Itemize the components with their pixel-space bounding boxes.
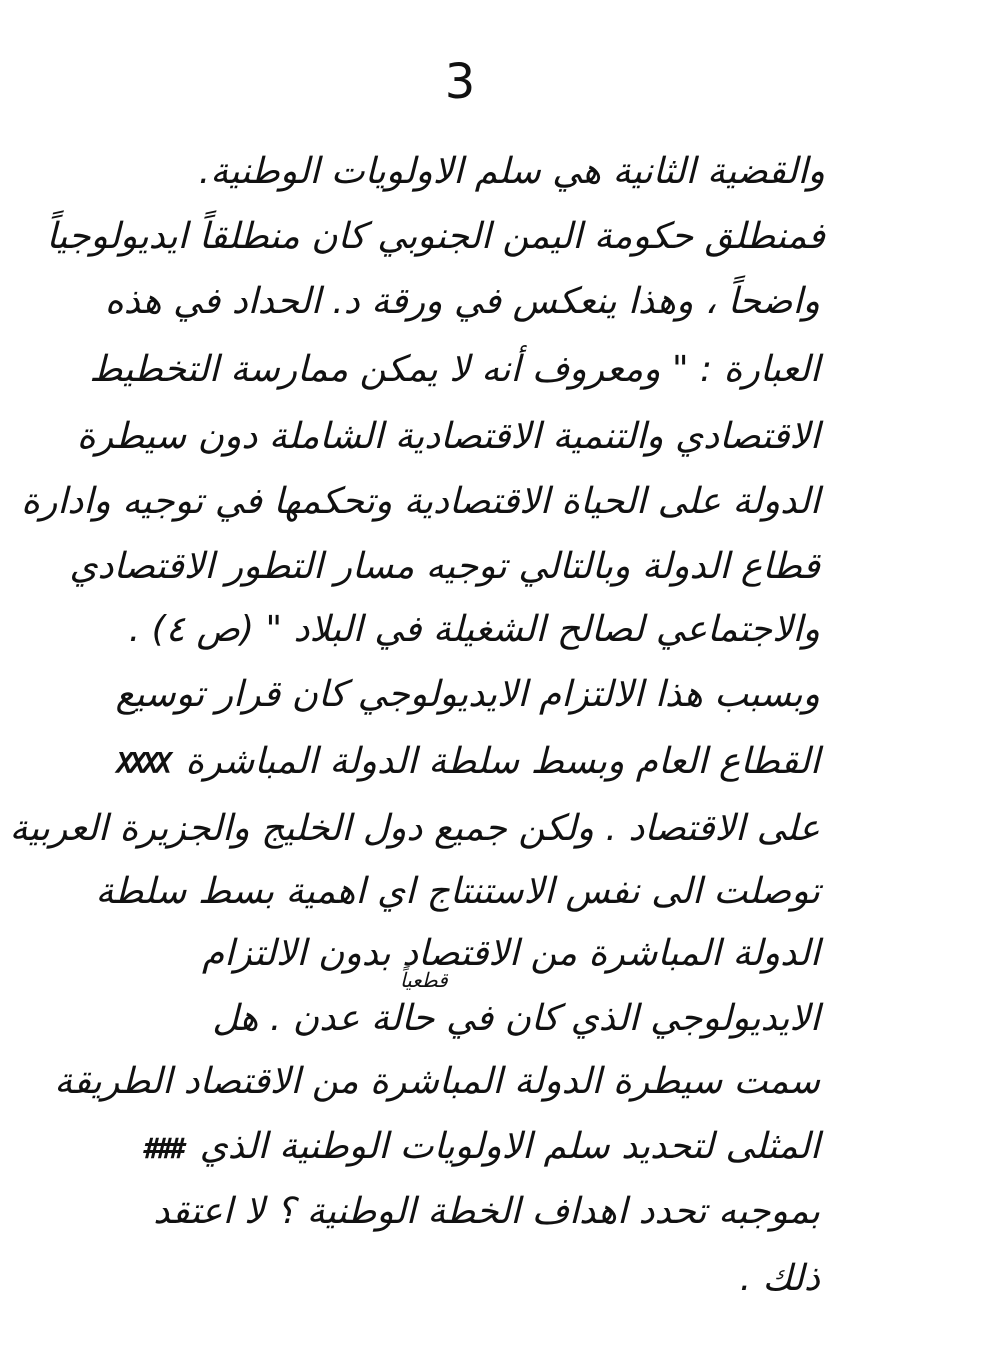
page-number: 3: [444, 54, 476, 110]
text-line-12: توصلت الى نفس الاستنتاج اي اهمية بسط سلطة: [95, 871, 820, 912]
text-line-11: على الاقتصاد . ولكن جميع دول الخليج والجزيرة العربية: [9, 808, 820, 849]
text-line-16-content: المثلى لتحديد سلم الاولويات الوطنية الذي: [199, 1126, 820, 1167]
text-line-4: العبارة : " ومعروف أنه لا يمكن ممارسة التخطيط: [89, 349, 820, 390]
inserted-word: قطعياً: [400, 968, 448, 992]
crossed-out-word: XXXX: [116, 747, 168, 780]
text-line-7: قطاع الدولة وبالتالي توجيه مسار التطور الاقتصادي: [69, 546, 820, 587]
text-line-10-content: القطاع العام وبسط سلطة الدولة المباشرة: [185, 741, 820, 782]
text-line-9: وبسبب هذا الالتزام الايديولوجي كان قرار توسيع: [115, 674, 820, 715]
text-line-3: واضحاً ، وهذا ينعكس في ورقة د. الحداد في هذه: [104, 281, 820, 322]
text-line-13: الدولة المباشرة من الاقتصاد بدون الالتزام: [201, 933, 820, 974]
text-line-18: ذلك .: [739, 1258, 820, 1299]
text-line-10: [111, 738, 821, 788]
crossed-out-word-2: ###: [143, 1132, 183, 1165]
text-line-2: فمنطلق حكومة اليمن الجنوبي كان منطلقاً ايديولوجياً: [46, 216, 825, 257]
text-line-15: سمت سيطرة الدولة المباشرة من الاقتصاد الطريقة: [54, 1061, 820, 1102]
text-line-5: الاقتصادي والتنمية الاقتصادية الشاملة دون سيطرة: [76, 416, 820, 457]
text-line-6: الدولة على الحياة الاقتصادية وتحكمها في توجيه وادارة: [21, 481, 820, 522]
text-line-16: [138, 1123, 820, 1173]
text-line-14: الايديولوجي الذي كان في حالة عدن . هل: [212, 998, 820, 1039]
text-line-8: والاجتماعي لصالح الشغيلة في البلاد " (ص ٤) .: [128, 609, 820, 650]
text-line-1: والقضية الثانية هي سلم الاولويات الوطنية.: [198, 151, 825, 192]
text-line-17: بموجبه تحدد اهداف الخطة الوطنية ؟ لا اعتقد: [153, 1191, 820, 1232]
